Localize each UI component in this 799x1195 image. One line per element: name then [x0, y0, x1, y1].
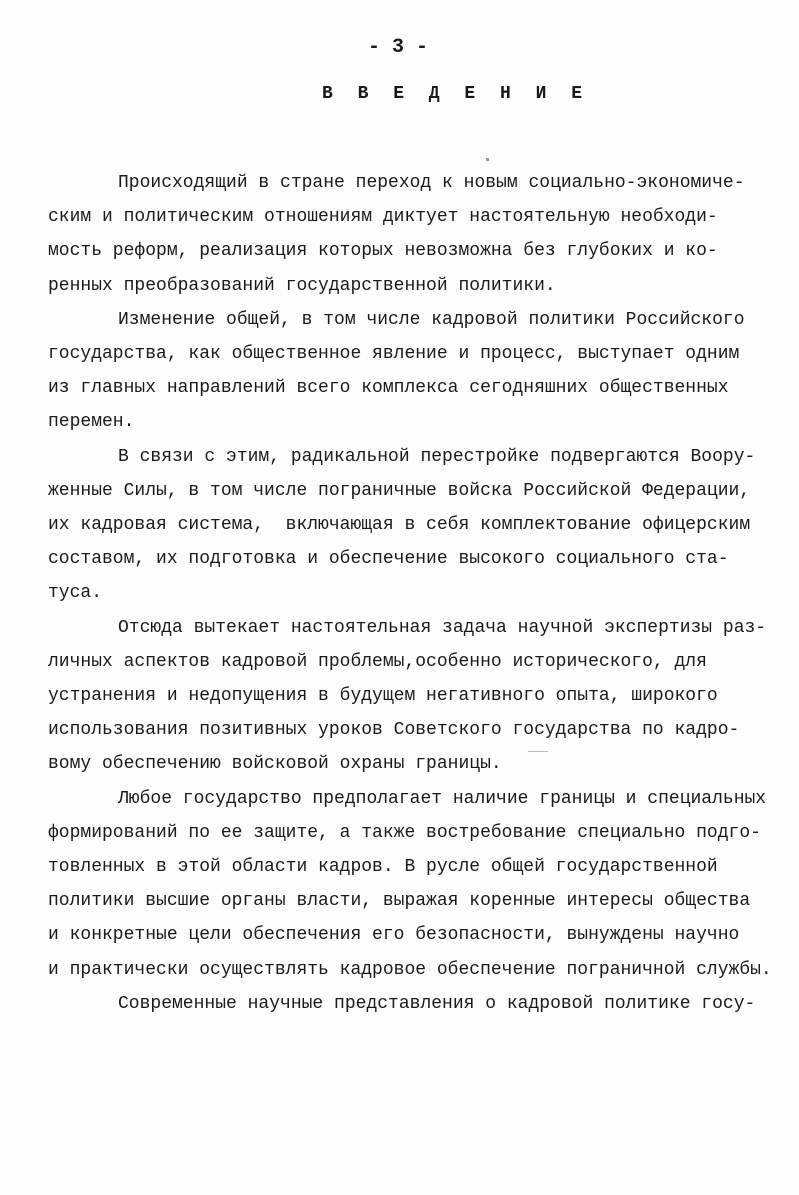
- paragraph-line: вому обеспечению войсковой охраны границы.: [48, 753, 502, 775]
- paragraph-line: мость реформ, реализация которых невозможна без глубоких и ко-: [48, 240, 718, 262]
- paragraph-line: и конкретные цели обеспечения его безопасности, вынуждены научно: [48, 924, 740, 946]
- paragraph-first-line: Происходящий в стране переход к новым социально-экономиче-: [118, 172, 745, 194]
- paragraph-first-line: Отсюда вытекает настоятельная задача научной экспертизы раз-: [118, 617, 767, 639]
- paragraph-line: ренных преобразований государственной политики.: [48, 275, 556, 297]
- scan-mark: [486, 158, 489, 161]
- paragraph-line: использования позитивных уроков Советского государства по кадро-: [48, 719, 740, 741]
- page-number: - 3 -: [368, 36, 429, 59]
- scan-mark: [528, 751, 548, 752]
- paragraph-line: формирований по ее защите, а также востребование специально подго-: [48, 822, 761, 844]
- paragraph-line: их кадровая система, включающая в себя комплектование офицерским: [48, 514, 751, 536]
- paragraph-line: государства, как общественное явление и процесс, выступает одним: [48, 343, 740, 365]
- paragraph-line: ским и политическим отношениям диктует настоятельную необходи-: [48, 206, 718, 228]
- paragraph-line: составом, их подготовка и обеспечение высокого социального ста-: [48, 548, 729, 570]
- paragraph-first-line: В связи с этим, радикальной перестройке подвергаются Воору-: [118, 446, 756, 468]
- paragraph-first-line: Изменение общей, в том числе кадровой политики Российского: [118, 309, 745, 331]
- paragraph-line: и практически осуществлять кадровое обеспечение пограничной службы.: [48, 959, 772, 981]
- paragraph-line: туса.: [48, 582, 103, 604]
- paragraph-line: перемен.: [48, 411, 135, 433]
- paragraph-line: политики высшие органы власти, выражая коренные интересы общества: [48, 890, 751, 912]
- paragraph-first-line: Любое государство предполагает наличие границы и специальных: [118, 788, 767, 810]
- section-title: В В Е Д Е Н И Е: [322, 84, 590, 104]
- paragraph-line: из главных направлений всего комплекса сегодняшних общественных: [48, 377, 729, 399]
- paragraph-line: личных аспектов кадровой проблемы,особенно исторического, для: [48, 651, 707, 673]
- paragraph-line: устранения и недопущения в будущем негативного опыта, широкого: [48, 685, 718, 707]
- paragraph-line: товленных в этой области кадров. В русле общей государственной: [48, 856, 718, 878]
- paragraph-line: женные Силы, в том числе пограничные войска Российской Федерации,: [48, 480, 751, 502]
- paragraph-first-line: Современные научные представления о кадровой политике госу-: [118, 993, 756, 1015]
